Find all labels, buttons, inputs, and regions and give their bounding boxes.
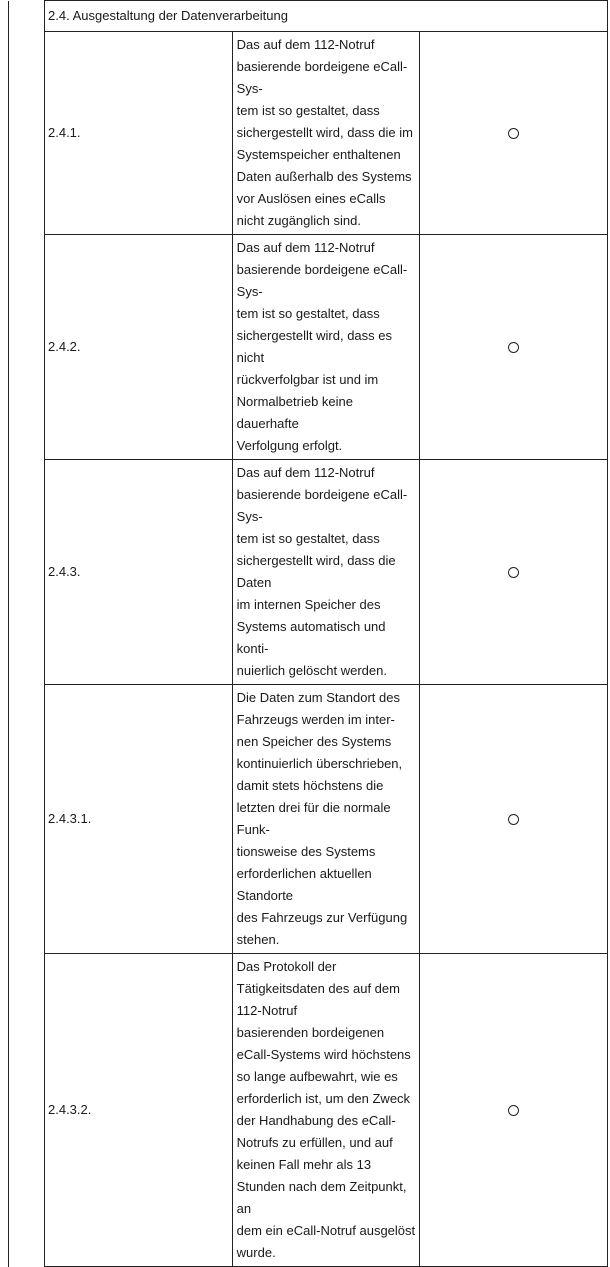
description-line: tem ist so gestaltet, dass sichergestellt wird, dass die Daten bbox=[236, 531, 396, 590]
requirements-table bbox=[8, 0, 608, 1267]
description-line: vor Auslösen eines eCalls nicht zugänglich sind. bbox=[236, 191, 386, 228]
description-line: nuierlich gelöscht werden. bbox=[236, 663, 387, 678]
row-description bbox=[232, 685, 420, 954]
description-line: nen Speicher des Systems kontinuierlich überschrieben, bbox=[236, 734, 403, 771]
row-number: 2.4.2. bbox=[45, 235, 233, 460]
circle-mark-icon bbox=[508, 567, 519, 578]
description-line: der Handhabung des eCall-Notrufs zu erfüllen, und auf bbox=[236, 1113, 396, 1150]
description-line: so lange aufbewahrt, wie es erforderlich ist, um den Zweck bbox=[236, 1069, 411, 1106]
row-description bbox=[232, 32, 420, 235]
row-mark bbox=[420, 685, 608, 954]
description-line: basierenden bordeigenen eCall-Systems wird höchstens bbox=[236, 1025, 411, 1062]
row-number: 2.4.3.1. bbox=[45, 685, 233, 954]
description-line: Die Daten zum Standort des Fahrzeugs werden im inter- bbox=[236, 690, 400, 727]
circle-mark-icon bbox=[508, 1105, 519, 1116]
circle-mark-icon bbox=[508, 128, 519, 139]
row-mark bbox=[420, 954, 608, 1267]
description-line: tem ist so gestaltet, dass sichergestellt wird, dass es nicht bbox=[236, 306, 392, 365]
table-row bbox=[9, 32, 608, 235]
section-header-row bbox=[9, 1, 608, 32]
circle-mark-icon bbox=[508, 342, 519, 353]
description-line: Das auf dem 112-Notruf basierende bordeigene eCall-Sys- bbox=[236, 37, 408, 96]
section-title: 2.4. Ausgestaltung der Datenverarbeitung bbox=[45, 1, 608, 32]
left-gutter bbox=[9, 1, 45, 1267]
row-number: 2.4.3.2. bbox=[45, 954, 233, 1267]
row-number: 2.4.1. bbox=[45, 32, 233, 235]
description-line: Das auf dem 112-Notruf basierende bordeigene eCall-Sys- bbox=[236, 465, 408, 524]
description-line: Systemspeicher enthaltenen Daten außerhalb des Systems bbox=[236, 147, 412, 184]
description-line: dem ein eCall-Notruf ausgelöst wurde. bbox=[236, 1223, 416, 1260]
table-row bbox=[9, 685, 608, 954]
row-description bbox=[232, 235, 420, 460]
row-mark bbox=[420, 460, 608, 685]
row-number: 2.4.3. bbox=[45, 460, 233, 685]
description-line: keinen Fall mehr als 13 Stunden nach dem Zeitpunkt, an bbox=[236, 1157, 407, 1216]
description-line: rückverfolgbar ist und im Normalbetrieb keine dauerhafte bbox=[236, 372, 379, 431]
description-line: damit stets höchstens die letzten drei für die normale Funk- bbox=[236, 778, 391, 837]
description-line: Das auf dem 112-Notruf basierende bordeigene eCall-Sys- bbox=[236, 240, 408, 299]
description-line: Verfolgung erfolgt. bbox=[236, 438, 343, 453]
row-description bbox=[232, 460, 420, 685]
table-row bbox=[9, 954, 608, 1267]
table-row bbox=[9, 460, 608, 685]
description-line: tem ist so gestaltet, dass sichergestellt wird, dass die im bbox=[236, 103, 413, 140]
table-row bbox=[9, 235, 608, 460]
description-line: im internen Speicher des Systems automatisch und konti- bbox=[236, 597, 386, 656]
circle-mark-icon bbox=[508, 814, 519, 825]
description-line: Das Protokoll der Tätigkeitsdaten des auf dem 112-Notruf bbox=[236, 959, 400, 1018]
row-mark bbox=[420, 32, 608, 235]
description-line: des Fahrzeugs zur Verfügung stehen. bbox=[236, 910, 408, 947]
row-mark bbox=[420, 235, 608, 460]
description-line: tionsweise des Systems erforderlichen aktuellen Standorte bbox=[236, 844, 376, 903]
row-description bbox=[232, 954, 420, 1267]
